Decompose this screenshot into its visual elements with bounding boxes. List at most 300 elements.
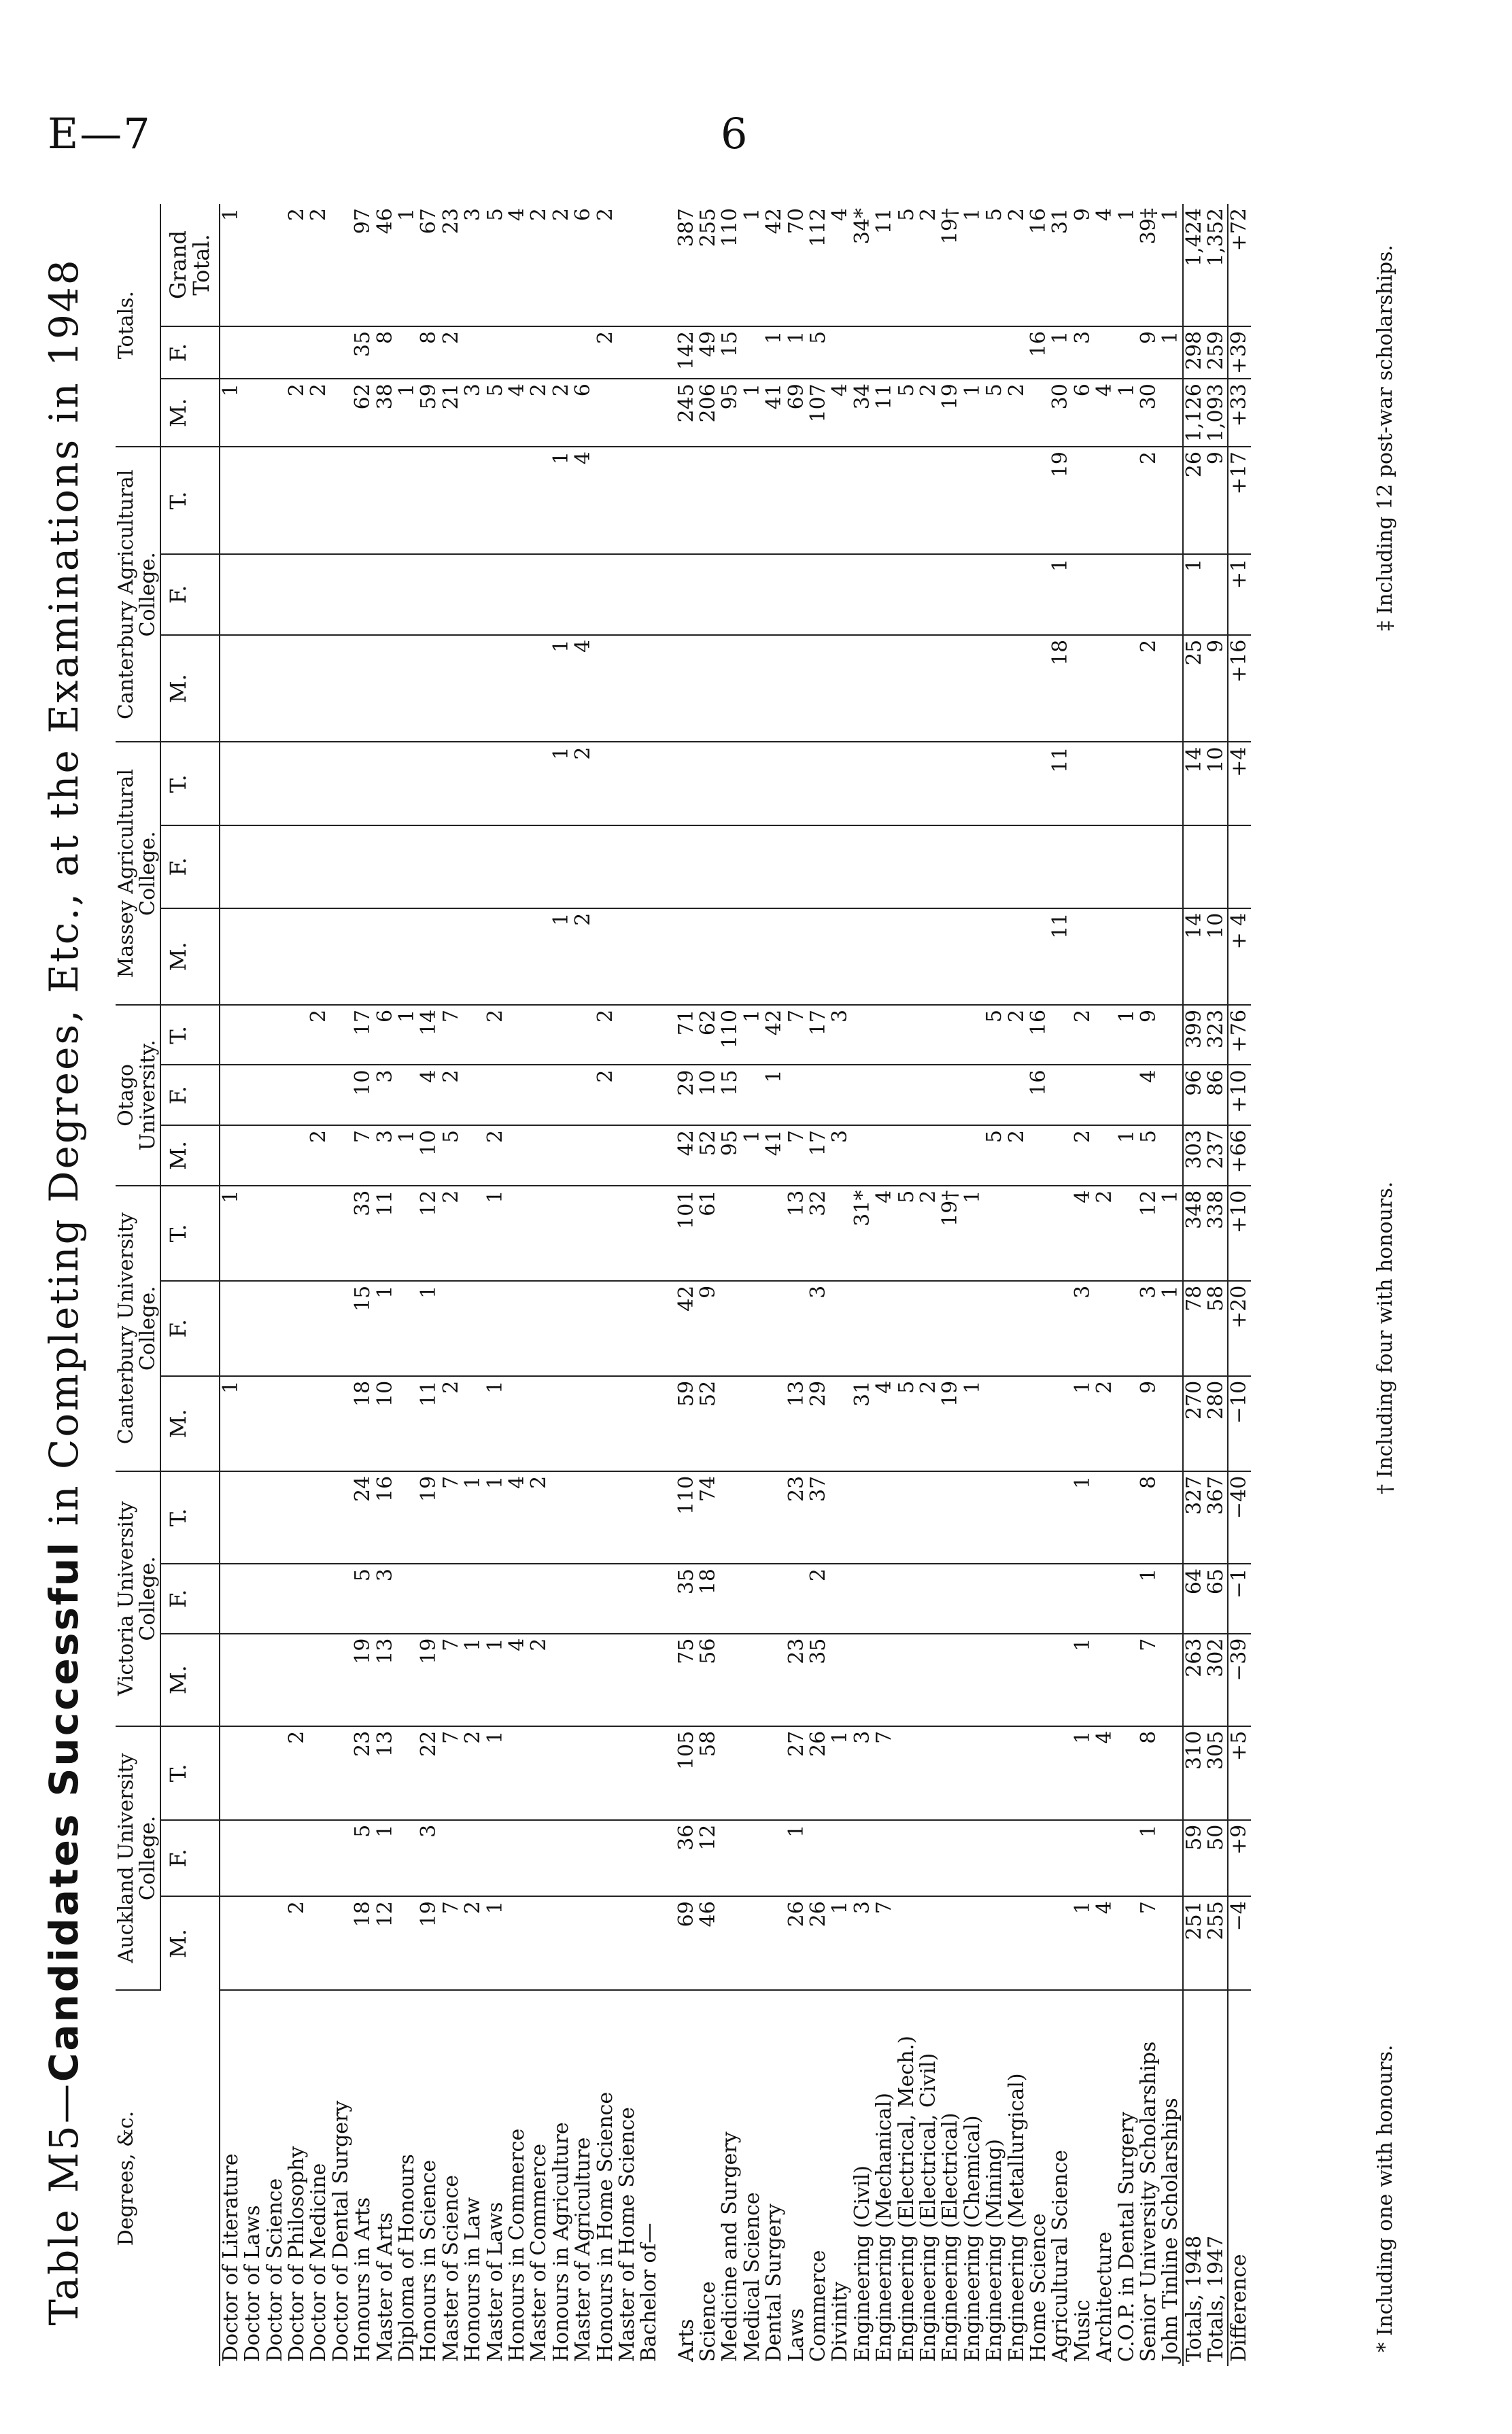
count-cell: 29: [808, 1376, 829, 1471]
count-cell: 65: [1205, 1564, 1228, 1634]
subheader-cell: T.: [160, 1726, 220, 1820]
count-cell: 19: [418, 1471, 440, 1564]
degree-label: Engineering (Metallurgical): [1004, 2073, 1029, 2362]
count-cell: [286, 1065, 308, 1126]
count-cell: [984, 554, 1006, 635]
count-cell: [940, 635, 961, 742]
count-cell: [330, 1726, 352, 1820]
count-cell: 86: [1205, 1065, 1228, 1126]
count-cell: 1: [1160, 326, 1182, 379]
count-cell: 26: [808, 1726, 829, 1820]
count-cell: [220, 447, 242, 554]
degree-label: Doctor of Science: [262, 2178, 287, 2362]
count-cell: 42: [763, 1005, 785, 1065]
count-cell: [242, 1634, 264, 1726]
count-cell: 2: [485, 1005, 506, 1065]
count-cell: [1094, 1281, 1116, 1376]
count-cell: [396, 1634, 418, 1726]
count-cell: 4: [506, 204, 528, 326]
count-cell: [763, 1376, 785, 1471]
count-cell: [264, 1005, 286, 1065]
count-cell: [264, 908, 286, 1005]
count-cell: [962, 1125, 984, 1186]
count-cell: [1160, 1005, 1182, 1065]
count-cell: [506, 635, 528, 742]
count-cell: [1006, 1186, 1028, 1281]
count-cell: 2: [1138, 447, 1160, 554]
count-cell: +5: [1228, 1726, 1250, 1820]
count-cell: 1: [1160, 1186, 1182, 1281]
count-cell: +4: [1228, 742, 1250, 825]
count-cell: [940, 1634, 961, 1726]
count-cell: [617, 742, 638, 825]
count-cell: [984, 1186, 1006, 1281]
count-cell: 9: [1205, 447, 1228, 554]
count-cell: 2: [441, 1376, 462, 1471]
subheader-cell: T.: [160, 1186, 220, 1281]
count-cell: 58: [698, 1726, 719, 1820]
degree-label: Arts: [674, 2318, 698, 2362]
count-cell: [286, 1281, 308, 1376]
count-cell: 3: [462, 379, 484, 447]
count-cell: 25: [1183, 635, 1205, 742]
count-cell: 38: [375, 379, 396, 447]
count-cell: 2: [1072, 1005, 1094, 1065]
count-cell: [962, 1005, 984, 1065]
count-cell: 302: [1205, 1634, 1228, 1726]
count-cell: 1: [1160, 204, 1182, 326]
count-cell: [638, 1005, 660, 1065]
count-cell: 10: [1205, 908, 1228, 1005]
count-cell: [638, 447, 660, 554]
count-cell: [375, 635, 396, 742]
count-cell: [962, 1726, 984, 1820]
count-cell: 3: [852, 1896, 874, 1990]
subheader-cell: T.: [160, 1005, 220, 1065]
table-row: [572, 204, 594, 2366]
table-row: [829, 204, 851, 2366]
count-cell: [1028, 1726, 1050, 1820]
count-cell: 32: [808, 1186, 829, 1281]
count-cell: [506, 1281, 528, 1376]
count-cell: [572, 326, 594, 379]
count-cell: [1072, 635, 1094, 742]
count-cell: [551, 1896, 572, 1990]
table-row: [742, 204, 763, 2366]
count-cell: [617, 1281, 638, 1376]
count-cell: [1116, 908, 1138, 1005]
degree-label: Master of Home Science: [615, 2107, 639, 2362]
count-cell: 1: [962, 379, 984, 447]
count-cell: [485, 326, 506, 379]
degree-label: Music: [1070, 2299, 1095, 2362]
count-cell: [462, 1005, 484, 1065]
count-cell: [572, 1564, 594, 1634]
table-row: [638, 204, 660, 2366]
count-cell: 6: [572, 379, 594, 447]
count-cell: [506, 326, 528, 379]
count-cell: [506, 1726, 528, 1820]
count-cell: [1050, 1820, 1071, 1897]
count-cell: [1006, 1726, 1028, 1820]
degree-label: Home Science: [1026, 2213, 1050, 2362]
count-cell: [918, 742, 940, 825]
count-cell: [1050, 1634, 1071, 1726]
count-cell: [551, 1820, 572, 1897]
count-cell: [874, 825, 895, 908]
count-cell: 23: [786, 1634, 808, 1726]
count-cell: [896, 742, 918, 825]
count-cell: 67: [418, 204, 440, 326]
degrees-table: [116, 204, 1251, 2366]
count-cell: 41: [763, 1125, 785, 1186]
count-cell: [940, 1564, 961, 1634]
count-cell: [661, 635, 698, 742]
count-cell: 59: [661, 1376, 698, 1471]
count-cell: [617, 1005, 638, 1065]
count-cell: [786, 742, 808, 825]
count-cell: [352, 635, 374, 742]
count-cell: 4: [572, 635, 594, 742]
table-row: [896, 204, 918, 2366]
count-cell: [220, 1065, 242, 1126]
count-cell: 5: [896, 379, 918, 447]
count-cell: [330, 326, 352, 379]
count-cell: 1: [962, 1186, 984, 1281]
table-row: [396, 204, 418, 2366]
count-cell: 62: [352, 379, 374, 447]
count-cell: [984, 825, 1006, 908]
count-cell: [528, 1726, 550, 1820]
group-header: Massey Agricultural College.: [116, 742, 160, 1005]
count-cell: 2: [308, 1125, 330, 1186]
count-cell: [242, 379, 264, 447]
count-cell: 9: [1138, 1005, 1160, 1065]
count-cell: [1006, 1634, 1028, 1726]
count-cell: [1050, 1005, 1071, 1065]
count-cell: [918, 1281, 940, 1376]
count-cell: [396, 1726, 418, 1820]
count-cell: [1116, 1471, 1138, 1564]
count-cell: [1138, 908, 1160, 1005]
count-cell: [308, 1186, 330, 1281]
count-cell: [984, 1065, 1006, 1126]
count-cell: [308, 326, 330, 379]
table-row: [984, 204, 1006, 2366]
count-cell: [918, 908, 940, 1005]
count-cell: [742, 447, 763, 554]
count-cell: [462, 635, 484, 742]
count-cell: [595, 1820, 617, 1897]
count-cell: [852, 1125, 874, 1186]
count-cell: 69: [786, 379, 808, 447]
count-cell: [242, 1281, 264, 1376]
count-cell: 6: [1072, 379, 1094, 447]
count-cell: 2: [918, 1376, 940, 1471]
count-cell: [330, 1896, 352, 1990]
count-cell: [551, 1726, 572, 1820]
count-cell: 17: [808, 1125, 829, 1186]
count-cell: [441, 908, 462, 1005]
count-cell: 71: [661, 1005, 698, 1065]
count-cell: [286, 1564, 308, 1634]
count-cell: [528, 1065, 550, 1126]
count-cell: 59: [1183, 1820, 1205, 1897]
count-cell: 255: [698, 204, 719, 326]
count-cell: [763, 1471, 785, 1564]
count-cell: [396, 554, 418, 635]
count-cell: [896, 1125, 918, 1186]
count-cell: [940, 1125, 961, 1186]
subheader-cell: M.: [160, 1634, 220, 1726]
count-cell: [1094, 635, 1116, 742]
count-cell: [617, 908, 638, 1005]
count-cell: +66: [1228, 1125, 1250, 1186]
count-cell: [572, 825, 594, 908]
count-cell: 3: [375, 1065, 396, 1126]
count-cell: 1: [1116, 204, 1138, 326]
count-cell: [220, 908, 242, 1005]
degree-label: Totals, 1948: [1183, 1990, 1205, 2366]
count-cell: 1: [551, 742, 572, 825]
count-cell: 7: [874, 1726, 895, 1820]
degree-label: Honours in Home Science: [593, 2091, 617, 2362]
group-header: Canterbury Agricultural College.: [116, 447, 160, 742]
count-cell: [918, 554, 940, 635]
count-cell: [786, 1281, 808, 1376]
count-cell: [528, 1564, 550, 1634]
count-cell: [874, 635, 895, 742]
count-cell: 2: [595, 204, 617, 326]
count-cell: [1160, 1125, 1182, 1186]
count-cell: 19: [940, 379, 961, 447]
count-cell: [595, 379, 617, 447]
count-cell: 69: [661, 1896, 698, 1990]
count-cell: [1160, 554, 1182, 635]
count-cell: [829, 554, 851, 635]
table-row: [462, 204, 484, 2366]
count-cell: [763, 1726, 785, 1820]
count-cell: 4: [506, 379, 528, 447]
count-cell: [940, 1005, 961, 1065]
table-row: [485, 204, 506, 2366]
count-cell: [1028, 908, 1050, 1005]
count-cell: 1: [962, 1376, 984, 1471]
count-cell: 19: [940, 1376, 961, 1471]
count-cell: [308, 1376, 330, 1471]
count-cell: [1094, 1564, 1116, 1634]
count-cell: [617, 1376, 638, 1471]
count-cell: 259: [1205, 326, 1228, 379]
count-cell: 1: [485, 1186, 506, 1281]
count-cell: [506, 1564, 528, 1634]
count-cell: [698, 635, 719, 742]
count-cell: [220, 1471, 242, 1564]
count-cell: [1116, 1564, 1138, 1634]
count-cell: [786, 554, 808, 635]
count-cell: [808, 742, 829, 825]
count-cell: [462, 1820, 484, 1897]
count-cell: 29: [661, 1065, 698, 1126]
count-cell: 19: [418, 1634, 440, 1726]
count-cell: [1205, 554, 1228, 635]
count-cell: 3: [1138, 1281, 1160, 1376]
count-cell: 7: [786, 1125, 808, 1186]
footnote: * Including one with honours.: [1373, 2044, 1397, 2352]
count-cell: 5: [352, 1820, 374, 1897]
count-cell: [1006, 447, 1028, 554]
group-header: Canterbury University College.: [116, 1186, 160, 1471]
count-cell: +20: [1228, 1281, 1250, 1376]
count-cell: [242, 1471, 264, 1564]
count-cell: 298: [1183, 326, 1205, 379]
count-cell: 10: [698, 1065, 719, 1126]
count-cell: 2: [808, 1564, 829, 1634]
count-cell: 4: [572, 447, 594, 554]
count-cell: [308, 1564, 330, 1634]
count-cell: [638, 554, 660, 635]
count-cell: 1: [462, 1634, 484, 1726]
count-cell: 62: [698, 1005, 719, 1065]
table-row: [286, 204, 308, 2366]
count-cell: [506, 1005, 528, 1065]
count-cell: [896, 825, 918, 908]
count-cell: 1: [829, 1896, 851, 1990]
count-cell: 2: [441, 1186, 462, 1281]
count-cell: [441, 825, 462, 908]
count-cell: [638, 1125, 660, 1186]
count-cell: 8: [1138, 1471, 1160, 1564]
count-cell: [984, 1471, 1006, 1564]
count-cell: [1028, 1634, 1050, 1726]
page-number: 6: [721, 109, 748, 158]
count-cell: [984, 1726, 1006, 1820]
count-cell: 4: [1094, 1896, 1116, 1990]
count-cell: 1: [1072, 1471, 1094, 1564]
count-cell: [462, 554, 484, 635]
count-cell: [852, 554, 874, 635]
count-cell: [874, 908, 895, 1005]
count-cell: 367: [1205, 1471, 1228, 1564]
count-cell: −40: [1228, 1471, 1250, 1564]
count-cell: [1160, 908, 1182, 1005]
count-cell: 59: [418, 379, 440, 447]
count-cell: [1028, 1820, 1050, 1897]
count-cell: [551, 1564, 572, 1634]
count-cell: [829, 1634, 851, 1726]
count-cell: 1,093: [1205, 379, 1228, 447]
count-cell: [330, 1065, 352, 1126]
count-cell: [962, 635, 984, 742]
count-cell: [220, 742, 242, 825]
count-cell: 9: [1072, 204, 1094, 326]
count-cell: 37: [808, 1471, 829, 1564]
count-cell: [719, 1281, 741, 1376]
count-cell: 70: [786, 204, 808, 326]
count-cell: [528, 1820, 550, 1897]
count-cell: 23: [352, 1726, 374, 1820]
count-cell: [286, 447, 308, 554]
count-cell: [852, 635, 874, 742]
count-cell: [1072, 1820, 1094, 1897]
count-cell: [506, 1186, 528, 1281]
count-cell: [940, 742, 961, 825]
count-cell: [617, 554, 638, 635]
count-cell: [1160, 635, 1182, 742]
count-cell: [1116, 1065, 1138, 1126]
count-cell: [308, 1820, 330, 1897]
count-cell: 303: [1183, 1125, 1205, 1186]
count-cell: −1: [1228, 1564, 1250, 1634]
table-row: [698, 204, 719, 2366]
subheader-cell: F.: [160, 326, 220, 379]
count-cell: [242, 447, 264, 554]
count-cell: [962, 908, 984, 1005]
title-rest: in Completing Degrees, Etc., at the Examinations in 1948: [41, 258, 87, 1541]
count-cell: 387: [661, 204, 698, 326]
count-cell: [1094, 447, 1116, 554]
count-cell: [852, 1471, 874, 1564]
count-cell: [962, 1471, 984, 1564]
count-cell: [506, 1820, 528, 1897]
count-cell: 96: [1183, 1065, 1205, 1126]
count-cell: 1: [1116, 1125, 1138, 1186]
count-cell: [506, 742, 528, 825]
degree-label: Architecture: [1093, 2231, 1117, 2362]
count-cell: 1: [396, 1005, 418, 1065]
count-cell: 1: [1183, 554, 1205, 635]
count-cell: 2: [462, 1726, 484, 1820]
count-cell: [572, 1186, 594, 1281]
count-cell: 2: [918, 1186, 940, 1281]
count-cell: 3: [375, 1125, 396, 1186]
degree-label: Doctor of Laws: [241, 2205, 265, 2362]
count-cell: [896, 1005, 918, 1065]
count-cell: [242, 1376, 264, 1471]
count-cell: 12: [698, 1820, 719, 1897]
count-cell: [1050, 1125, 1071, 1186]
count-cell: 30: [1050, 379, 1071, 447]
count-cell: 251: [1183, 1896, 1205, 1990]
count-cell: [528, 1376, 550, 1471]
count-cell: [418, 635, 440, 742]
count-cell: +72: [1228, 204, 1250, 326]
count-cell: [763, 447, 785, 554]
count-cell: [962, 447, 984, 554]
count-cell: +10: [1228, 1186, 1250, 1281]
count-cell: [572, 1896, 594, 1990]
count-cell: [742, 326, 763, 379]
count-cell: 17: [808, 1005, 829, 1065]
degree-label: Difference: [1228, 1990, 1250, 2366]
count-cell: [852, 908, 874, 1005]
count-cell: −10: [1228, 1376, 1250, 1471]
count-cell: 9: [1138, 1376, 1160, 1471]
count-cell: [220, 1564, 242, 1634]
table-row: [441, 204, 462, 2366]
count-cell: [1138, 554, 1160, 635]
count-cell: [940, 1726, 961, 1820]
count-cell: [220, 554, 242, 635]
count-cell: 58: [1205, 1281, 1228, 1376]
count-cell: [984, 447, 1006, 554]
count-cell: [918, 1820, 940, 1897]
count-cell: [742, 1726, 763, 1820]
table-row: [242, 204, 264, 2366]
count-cell: [352, 554, 374, 635]
count-cell: [220, 1634, 242, 1726]
count-cell: [852, 1634, 874, 1726]
